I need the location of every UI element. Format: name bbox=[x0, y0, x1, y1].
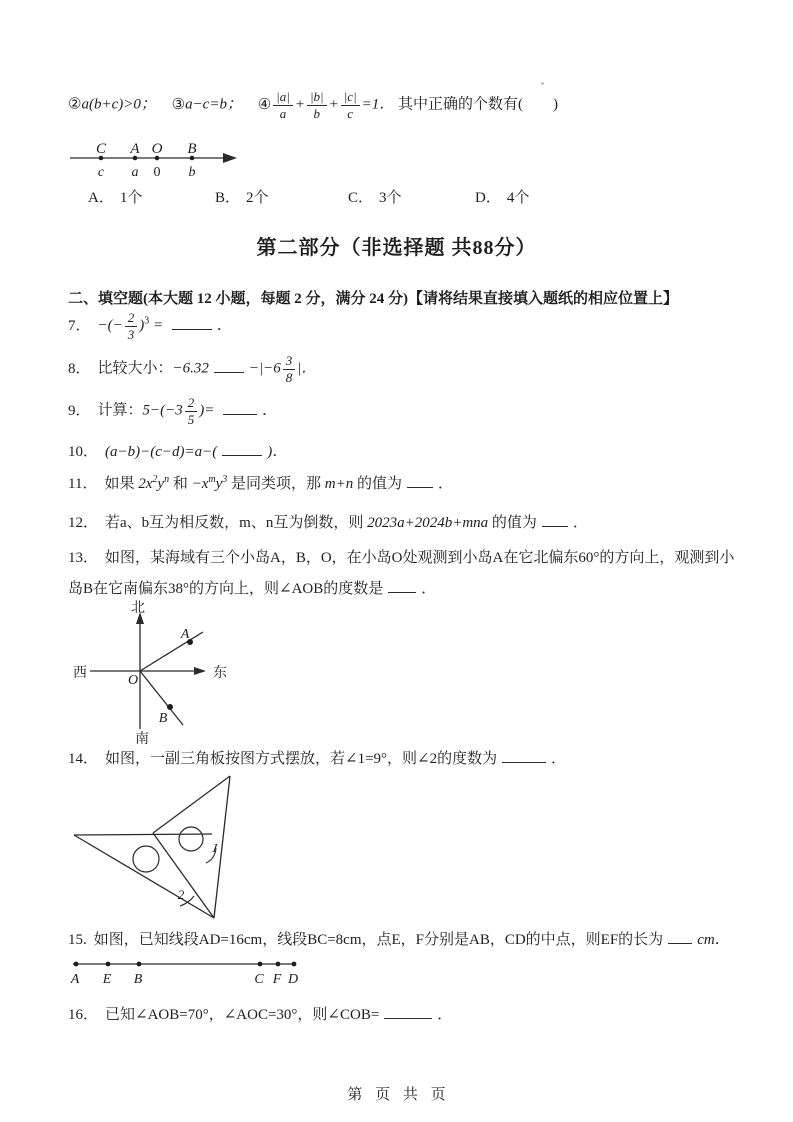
point-label: A bbox=[70, 972, 80, 987]
question-number: 8． bbox=[68, 360, 91, 377]
option-text: 3个 bbox=[379, 190, 402, 206]
fraction-numerator: |b| bbox=[307, 90, 327, 106]
option-label: A． bbox=[88, 190, 114, 206]
formula-fragment: ) bbox=[139, 317, 145, 334]
period: ． bbox=[572, 515, 588, 531]
ray-to-a bbox=[140, 632, 203, 671]
fraction-numerator: |c| bbox=[341, 90, 360, 106]
answer-blank bbox=[384, 1005, 432, 1019]
statement-4-equals: =1． bbox=[361, 96, 395, 113]
unit-label: cm． bbox=[697, 932, 730, 948]
answer-blank bbox=[388, 579, 416, 593]
answer-blank bbox=[222, 442, 262, 456]
fraction-denominator: 3 bbox=[127, 326, 135, 342]
point-dot bbox=[74, 962, 79, 967]
fraction bbox=[283, 354, 296, 384]
question-10 bbox=[68, 440, 287, 461]
question-9 bbox=[68, 396, 277, 426]
statement-3-formula: a−c=b； bbox=[185, 96, 242, 113]
formula-fragment: 2x bbox=[138, 476, 153, 492]
arrow-right-icon bbox=[194, 667, 206, 675]
point-b-label: B bbox=[158, 711, 168, 726]
triangle-edge bbox=[153, 776, 230, 833]
formula-fragment: −(− bbox=[97, 317, 123, 334]
answer-blank bbox=[407, 474, 433, 488]
point-label: C bbox=[95, 141, 107, 157]
angle-1-label: 1 bbox=[210, 839, 220, 856]
label-west: 西 bbox=[73, 666, 87, 681]
fraction-numerator: |a| bbox=[273, 90, 293, 106]
exponent: m bbox=[208, 474, 216, 485]
plus-sign: + bbox=[328, 96, 339, 113]
value-label: c bbox=[97, 165, 105, 180]
formula-fragment: )． bbox=[267, 444, 288, 460]
segment-figure bbox=[64, 950, 304, 988]
fraction-numerator: 2 bbox=[185, 396, 198, 412]
answer-blank bbox=[214, 359, 244, 373]
fraction-numerator: 2 bbox=[125, 311, 138, 327]
formula-fragment: |． bbox=[297, 360, 317, 377]
option-c bbox=[348, 186, 402, 207]
question-8 bbox=[68, 354, 316, 384]
question-number: 10． bbox=[68, 444, 99, 460]
formula-fragment: m+n bbox=[324, 476, 354, 492]
question-number: 12． bbox=[68, 515, 99, 531]
question-text: 和 bbox=[169, 476, 192, 492]
formula-fragment: 2023a+2024b+mna bbox=[367, 515, 489, 531]
point-dot bbox=[258, 962, 263, 967]
statement-2-formula: a(b+c)>0； bbox=[81, 96, 156, 113]
exponent: 3 bbox=[222, 474, 228, 485]
question-number: 13． bbox=[68, 550, 99, 566]
period: ． bbox=[438, 476, 454, 492]
exponent: 2 bbox=[152, 474, 158, 485]
point-label: C bbox=[254, 972, 264, 987]
point-dot bbox=[137, 962, 142, 967]
period: ． bbox=[421, 581, 437, 597]
formula-fragment: −x bbox=[191, 476, 209, 492]
question-text: 计算： bbox=[97, 402, 143, 419]
point-a-label: A bbox=[180, 627, 190, 642]
period: ． bbox=[262, 402, 278, 419]
answer-blank bbox=[502, 749, 546, 763]
angle-2-label: 2 bbox=[177, 887, 185, 902]
exponent: n bbox=[164, 474, 170, 485]
option-label: C． bbox=[348, 190, 374, 206]
label-south: 南 bbox=[135, 732, 149, 747]
statement-4-label: ④ bbox=[257, 96, 272, 113]
option-text: 4个 bbox=[506, 190, 530, 206]
period: ． bbox=[437, 1007, 453, 1023]
triangle-ruler-figure bbox=[64, 770, 249, 927]
formula-fragment: −|−6 bbox=[248, 360, 281, 377]
point-label: E bbox=[102, 972, 112, 987]
question-15 bbox=[68, 928, 768, 949]
option-label: D． bbox=[475, 190, 501, 206]
formula-fragment: (a−b)−(c−d)=a−( bbox=[105, 444, 218, 460]
question-prompt: 其中正确的个数有( ) bbox=[398, 96, 559, 113]
ruler-hole bbox=[179, 827, 203, 851]
option-b bbox=[215, 186, 269, 207]
answer-blank bbox=[542, 513, 568, 527]
fraction-denominator: a bbox=[279, 105, 287, 121]
fill-in-instructions: 二、填空题(本大题 12 小题，每题 2 分，满分 24 分)【请将结果直接填入题纸的相应位置上】 bbox=[68, 291, 678, 307]
option-text: 2个 bbox=[246, 190, 269, 206]
question-text: 的值为 bbox=[353, 476, 403, 492]
value-label: 0 bbox=[153, 165, 161, 180]
question-text: 比较大小： bbox=[97, 360, 173, 377]
fraction bbox=[341, 90, 360, 120]
island-b-dot bbox=[167, 704, 173, 710]
question-12 bbox=[68, 511, 588, 532]
question-number: 14． bbox=[68, 751, 99, 767]
answer-blank bbox=[668, 930, 692, 944]
fraction bbox=[185, 396, 198, 426]
question-number: 11． bbox=[68, 476, 98, 492]
question-text: 如图，一副三角板按图方式摆放，若∠1=9°，则∠2的度数为 bbox=[105, 751, 498, 767]
triangle-edge bbox=[74, 834, 212, 835]
question-text: 如图，已知线段AD=16cm，线段BC=8cm，点E，F分别是AB，CD的中点，则EF的长为 bbox=[93, 932, 664, 948]
label-east: 东 bbox=[213, 666, 227, 681]
question-7 bbox=[68, 311, 232, 341]
page-footer: 第 页 共 页 bbox=[347, 1087, 446, 1103]
question-text: 如果 bbox=[104, 476, 139, 492]
ruler-hole bbox=[133, 846, 159, 872]
value-label: b bbox=[188, 165, 196, 180]
fraction-denominator: b bbox=[313, 105, 321, 121]
point-label: B bbox=[187, 141, 197, 157]
question-number: 7． bbox=[68, 317, 91, 334]
question-11 bbox=[68, 472, 453, 493]
point-label: O bbox=[151, 141, 163, 157]
point-dot bbox=[292, 962, 297, 967]
question-text: 是同类项，那 bbox=[227, 476, 325, 492]
fraction-denominator: 5 bbox=[187, 411, 195, 427]
fraction-denominator: 8 bbox=[285, 369, 293, 385]
statement-3-label: ③ bbox=[171, 96, 186, 113]
triangle-edge bbox=[153, 833, 214, 918]
option-d bbox=[475, 186, 529, 207]
point-label: F bbox=[272, 972, 282, 987]
option-a bbox=[88, 186, 142, 207]
question6-statements-line bbox=[68, 90, 628, 120]
fraction-numerator: 3 bbox=[283, 354, 296, 370]
option-text: 1个 bbox=[119, 190, 143, 206]
question-number: 9． bbox=[68, 402, 91, 419]
formula-fragment: y bbox=[215, 476, 223, 492]
formula-fragment: y bbox=[157, 476, 165, 492]
point-dot bbox=[106, 962, 111, 967]
number-line-figure bbox=[64, 138, 249, 190]
question-text: 的值为 bbox=[488, 515, 537, 531]
arrow-right-icon bbox=[223, 153, 237, 163]
statement-2-label: ② bbox=[68, 96, 82, 113]
section-title: 第二部分（非选择题 共88分） bbox=[256, 237, 537, 259]
question-16 bbox=[68, 1003, 452, 1024]
formula-fragment: )= bbox=[199, 402, 219, 419]
point-label: B bbox=[133, 972, 143, 987]
value-label: a bbox=[131, 165, 139, 180]
origin-label: O bbox=[127, 673, 139, 688]
question-text: 如图，某海域有三个小岛A，B，O，在小岛O处观测到小岛A在它北偏东60°的方向上，观测到小岛B在它南偏东38°的方向上，则∠AOB的度数是 bbox=[68, 550, 735, 597]
fraction bbox=[307, 90, 327, 120]
question-14 bbox=[68, 747, 566, 768]
point-dot bbox=[276, 962, 281, 967]
exponent: 3 bbox=[144, 315, 150, 327]
point-label: D bbox=[287, 972, 299, 987]
option-label: B． bbox=[215, 190, 241, 206]
formula-fragment: 5−(−3 bbox=[142, 402, 183, 419]
plus-sign: + bbox=[294, 96, 305, 113]
question-text: 已知∠AOB=70°，∠AOC=30°，则∠COB= bbox=[105, 1007, 380, 1023]
fraction bbox=[125, 311, 138, 341]
fraction-denominator: c bbox=[347, 105, 354, 121]
answer-blank bbox=[223, 401, 257, 415]
compass-figure bbox=[72, 596, 257, 748]
answer-blank bbox=[172, 316, 212, 330]
stray-mark bbox=[541, 82, 544, 85]
label-north: 北 bbox=[131, 601, 145, 616]
fraction bbox=[273, 90, 293, 120]
question-number: 16． bbox=[68, 1007, 99, 1023]
question-text: 若a、b互为相反数，m、n互为倒数，则 bbox=[105, 515, 368, 531]
question-number: 15. bbox=[68, 932, 87, 948]
formula-fragment: = bbox=[149, 317, 167, 334]
formula-fragment: −6.32 bbox=[172, 360, 209, 377]
period: ． bbox=[551, 751, 567, 767]
period: ． bbox=[216, 317, 232, 334]
triangle-edge bbox=[74, 835, 214, 918]
point-label: A bbox=[130, 141, 140, 157]
